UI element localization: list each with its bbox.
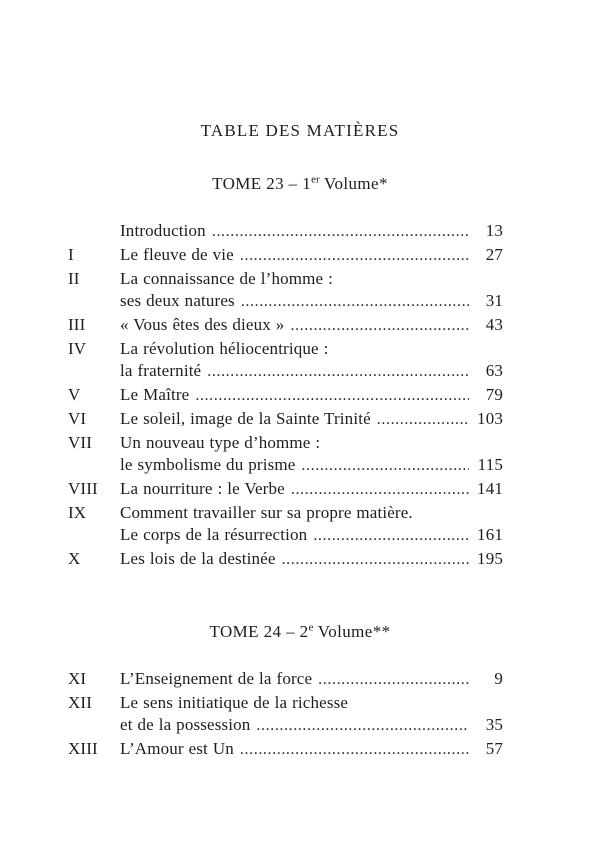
- dot-leader: [282, 548, 469, 571]
- tome-heading-superscript: er: [311, 173, 320, 186]
- toc-entry: [68, 408, 503, 431]
- entry-text: Le Maître: [120, 385, 190, 404]
- entry-line: [120, 290, 503, 313]
- entry-line: [120, 478, 503, 501]
- page-number: 35: [485, 715, 503, 734]
- entry-numeral: V: [68, 385, 81, 404]
- page-number: 9: [494, 669, 503, 688]
- entry-line: [120, 692, 503, 714]
- entry-line: [120, 502, 503, 524]
- entry-text: Introduction: [120, 221, 206, 240]
- entry-text: La connaissance de l’homme :: [120, 269, 333, 288]
- page-number: 79: [485, 385, 503, 404]
- dot-leader: [291, 478, 469, 501]
- dot-leader: [195, 384, 469, 407]
- toc-entry: [68, 692, 503, 737]
- entry-line: [120, 338, 503, 360]
- entry-numeral: VII: [68, 433, 93, 452]
- toc-sections: [0, 174, 600, 761]
- entry-text: Le fleuve de vie: [120, 245, 234, 264]
- tome-heading: [0, 622, 600, 642]
- entry-line: [120, 220, 503, 243]
- toc-entry: [68, 244, 503, 267]
- entry-line: [120, 432, 503, 454]
- entry-text: le symbolisme du prisme: [120, 455, 296, 474]
- entry-line: [120, 738, 503, 761]
- toc-entry: [68, 268, 503, 313]
- entry-line: [120, 268, 503, 290]
- tome-heading-text: Volume*: [319, 174, 388, 193]
- entry-text: la fraternité: [120, 361, 202, 380]
- toc-section: [0, 622, 600, 761]
- page-number: 141: [477, 479, 503, 498]
- entry-line: [120, 454, 503, 477]
- dot-leader: [313, 524, 469, 547]
- toc-entry: [68, 432, 503, 477]
- toc-entry: [68, 548, 503, 571]
- entry-line: [120, 524, 503, 547]
- page-number: 27: [485, 245, 503, 264]
- toc-entry: [68, 738, 503, 761]
- tome-heading: [0, 174, 600, 194]
- tome-heading-text: Volume**: [313, 622, 391, 641]
- entry-text: La révolution héliocentrique :: [120, 339, 329, 358]
- toc-entry: [68, 220, 503, 243]
- entry-line: [120, 714, 503, 737]
- entry-line: [120, 548, 503, 571]
- entry-numeral: II: [68, 269, 80, 288]
- entry-text: et de la possession: [120, 715, 251, 734]
- entry-text: Le sens initiatique de la richesse: [120, 693, 349, 712]
- toc-entry: [68, 478, 503, 501]
- toc-list: [0, 668, 600, 761]
- toc-entry: [68, 668, 503, 691]
- entry-line: [120, 244, 503, 267]
- entry-text: Le soleil, image de la Sainte Trinité: [120, 409, 371, 428]
- entry-numeral: VI: [68, 409, 87, 428]
- dot-leader: [290, 314, 469, 337]
- entry-numeral: I: [68, 245, 74, 264]
- dot-leader: [212, 220, 469, 243]
- entry-text: ses deux natures: [120, 291, 235, 310]
- toc-entry: [68, 338, 503, 383]
- page-number: 43: [485, 315, 503, 334]
- entry-numeral: XII: [68, 693, 93, 712]
- entry-text: « Vous êtes des dieux »: [120, 315, 285, 334]
- entry-numeral: XIII: [68, 739, 98, 758]
- dot-leader: [240, 244, 469, 267]
- dot-leader: [256, 714, 469, 737]
- entry-text: Comment travailler sur sa propre matière.: [120, 503, 413, 522]
- page-number: 63: [485, 361, 503, 380]
- page-number: 13: [485, 221, 503, 240]
- entry-numeral: XI: [68, 669, 87, 688]
- dot-leader: [241, 290, 469, 313]
- dot-leader: [318, 668, 469, 691]
- entry-line: [120, 668, 503, 691]
- tome-heading-text: TOME 23 – 1: [212, 174, 312, 193]
- entry-line: [120, 314, 503, 337]
- entry-text: Un nouveau type d’homme :: [120, 433, 321, 452]
- entry-text: Les lois de la destinée: [120, 549, 276, 568]
- dot-leader: [377, 408, 469, 431]
- entry-numeral: III: [68, 315, 86, 334]
- tome-heading-superscript: e: [308, 621, 314, 634]
- dot-leader: [301, 454, 469, 477]
- entry-line: [120, 408, 503, 431]
- toc-entry: [68, 384, 503, 407]
- toc-section: [0, 174, 600, 571]
- entry-line: [120, 384, 503, 407]
- entry-text: L’Enseignement de la force: [120, 669, 313, 688]
- entry-text: La nourriture : le Verbe: [120, 479, 285, 498]
- entry-numeral: VIII: [68, 479, 98, 498]
- entry-numeral: IV: [68, 339, 87, 358]
- page-number: 115: [477, 455, 503, 474]
- page-number: 31: [485, 291, 503, 310]
- tome-heading-text: TOME 24 – 2: [209, 622, 309, 641]
- page-number: 103: [477, 409, 503, 428]
- dot-leader: [240, 738, 469, 761]
- page-title: TABLE DES MATIÈRES: [200, 121, 400, 140]
- toc-list: [0, 220, 600, 571]
- entry-numeral: IX: [68, 503, 87, 522]
- page-number: 161: [477, 525, 503, 544]
- entry-text: Le corps de la résurrection: [120, 525, 308, 544]
- dot-leader: [207, 360, 469, 383]
- entry-line: [120, 360, 503, 383]
- entry-numeral: X: [68, 549, 81, 568]
- entry-text: L’Amour est Un: [120, 739, 234, 758]
- toc-entry: [68, 314, 503, 337]
- page-number: 195: [477, 549, 503, 568]
- toc-entry: [68, 502, 503, 547]
- page-number: 57: [485, 739, 503, 758]
